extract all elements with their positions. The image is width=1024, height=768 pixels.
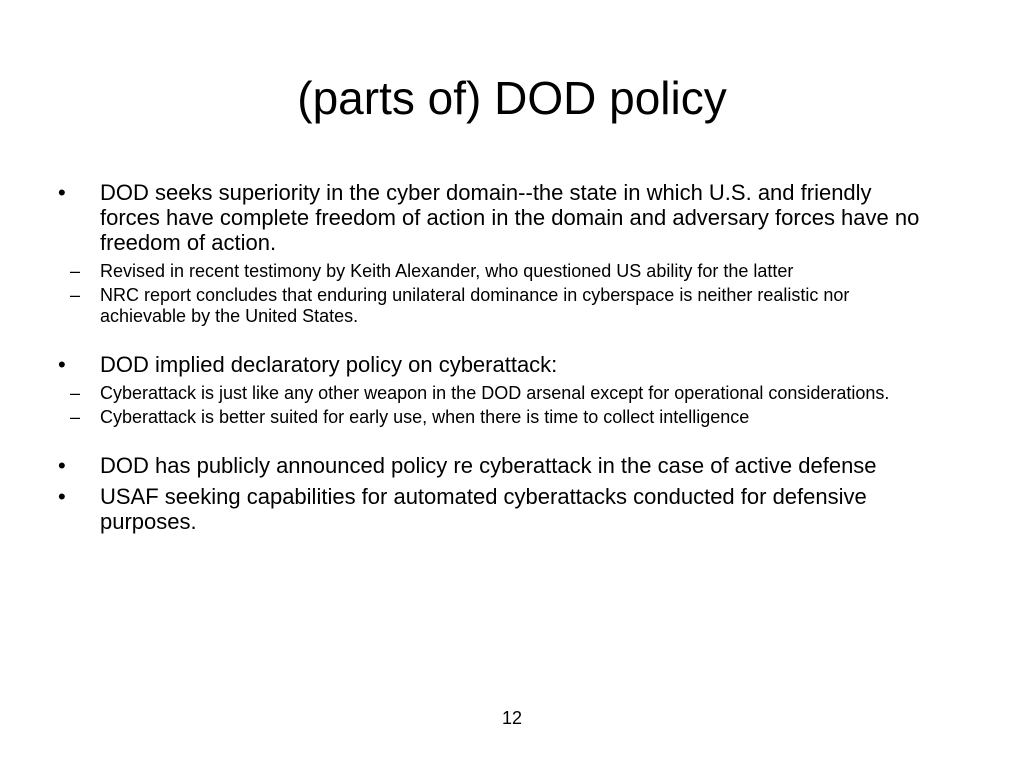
- sub-bullet-marker: –: [70, 407, 81, 427]
- bullet-2-subitems: [56, 383, 936, 428]
- sub-bullet-1-2: [56, 285, 936, 327]
- sub-bullet-marker: –: [70, 285, 81, 305]
- bullet-4: [56, 484, 936, 534]
- bullet-1-subitems: [56, 261, 936, 327]
- bullet-3: [56, 453, 936, 478]
- slide-title: (parts of) DOD policy: [297, 72, 727, 124]
- sub-bullet-2-1: [56, 383, 936, 404]
- bullet-2: [56, 352, 936, 377]
- bullet-1: [56, 180, 936, 255]
- sub-bullet-text: Cyberattack is just like any other weapon in the DOD arsenal except for operational considerations.: [100, 383, 890, 403]
- bullet-text: USAF seeking capabilities for automated cyberattacks conducted for defensive purposes.: [100, 484, 867, 534]
- spacer: [56, 431, 936, 453]
- sub-bullet-1-1: [56, 261, 936, 282]
- bullet-marker: •: [58, 180, 66, 205]
- sub-bullet-text: Cyberattack is better suited for early use, when there is time to collect intelligence: [100, 407, 750, 427]
- page-number: 12: [501, 708, 523, 728]
- bullet-text: DOD seeks superiority in the cyber domain--the state in which U.S. and friendly forces have complete freedom of action in the domain and adversary forces have no freedom of action.: [100, 180, 920, 255]
- spacer: [56, 330, 936, 352]
- sub-bullet-2-2: [56, 407, 936, 428]
- bullet-marker: •: [58, 484, 66, 509]
- bullet-marker: •: [58, 453, 66, 478]
- bullet-text: DOD implied declaratory policy on cyberattack:: [100, 352, 558, 377]
- sub-bullet-text: NRC report concludes that enduring unilateral dominance in cyberspace is neither realistic nor achievable by the United States.: [100, 285, 850, 326]
- slide-body: [56, 180, 936, 534]
- bullet-marker: •: [58, 352, 66, 377]
- sub-bullet-marker: –: [70, 261, 81, 281]
- sub-bullet-text: Revised in recent testimony by Keith Alexander, who questioned US ability for the latter: [100, 261, 794, 281]
- bullet-text: DOD has publicly announced policy re cyberattack in the case of active defense: [100, 453, 877, 478]
- sub-bullet-marker: –: [70, 383, 81, 403]
